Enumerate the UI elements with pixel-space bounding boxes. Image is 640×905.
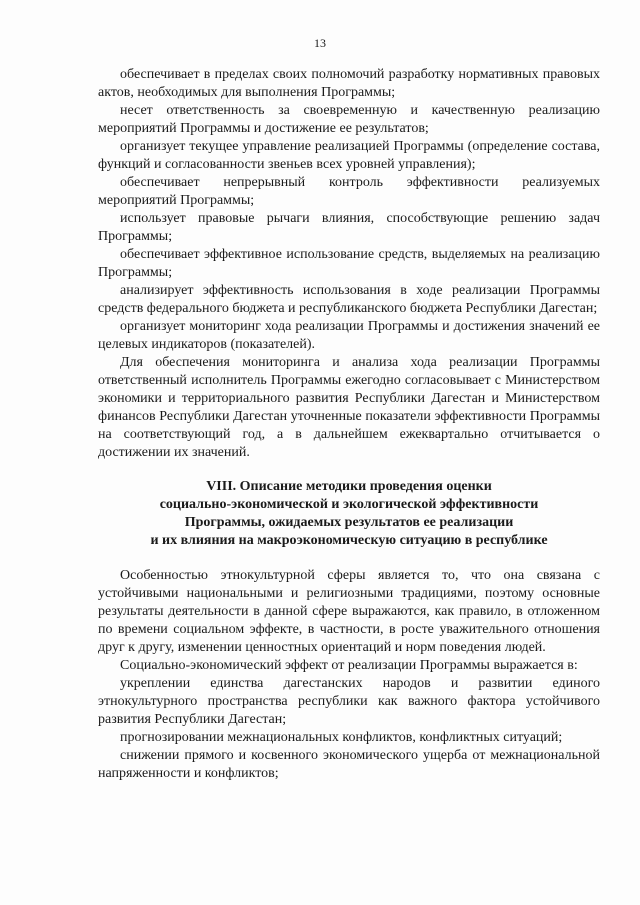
paragraph: обеспечивает эффективное использование средств, выделяемых на реализацию Программы; [98,247,600,280]
paragraph: обеспечивает в пределах своих полномочий разработку нормативных правовых актов, необходимых для выполнения Программы; [98,67,600,100]
paragraph: Особенностью этнокультурной сферы является то, что она связана с устойчивыми национальными и религиозными традициями, поэтому основные результаты деятельности в данной сфере выражаются, как правило, в отложенном по времени социальном эффекте, в частности, в росте уважительного отношения друг к другу, изменении ценностных ориентаций и норм поведения людей. [98,568,600,655]
paragraph: использует правовые рычаги влияния, способствующие решению задач Программы; [98,211,600,244]
paragraph: несет ответственность за своевременную и качественную реализацию мероприятий Программы и достижение ее результатов; [98,103,600,136]
paragraph: укреплении единства дагестанских народов и развитии единого этнокультурного пространства республики как важного фактора устойчивого развития Республики Дагестан; [98,676,600,727]
heading-line: и их влияния на макроэкономическую ситуацию в республике [150,533,548,548]
paragraph: организует мониторинг хода реализации Программы и достижения значений ее целевых индикаторов (показателей). [98,319,600,352]
paragraph: анализирует эффективность использования в ходе реализации Программы средств федерального бюджета и республиканского бюджета Республики Дагестан; [98,283,600,316]
paragraph: организует текущее управление реализацией Программы (определение состава, функций и согласованности звеньев всех уровней управления); [98,139,600,172]
heading-line: Программы, ожидаемых результатов ее реализации [184,515,514,530]
page-number: 13 [314,36,326,50]
effects-section [98,567,600,783]
paragraph: прогнозировании межнациональных конфликтов, конфликтных ситуаций; [120,730,563,745]
heading-line: социально-экономической и экологической эффективности [159,497,539,512]
paragraph: Для обеспечения мониторинга и анализа хода реализации Программы ответственный исполнитель Программы ежегодно согласовывает с Министерством экономики и территориального развития Республики Дагестан и Министерством финансов Республики Дагестан уточненные показатели эффективности Программы на соответствующий год, а в дальнейшем ежеквартально отчитывается о достижении их значений. [98,355,600,460]
document-body [98,66,600,783]
paragraph: Социально-экономический эффект от реализации Программы выражается в: [120,658,578,673]
section-heading [98,478,600,550]
paragraph: обеспечивает непрерывный контроль эффективности реализуемых мероприятий Программы; [98,175,600,208]
paragraph: снижении прямого и косвенного экономического ущерба от межнациональной напряженности и конфликтов; [98,748,600,781]
responsibilities-list [98,66,600,462]
heading-line: VIII. Описание методики проведения оценки [206,479,492,494]
